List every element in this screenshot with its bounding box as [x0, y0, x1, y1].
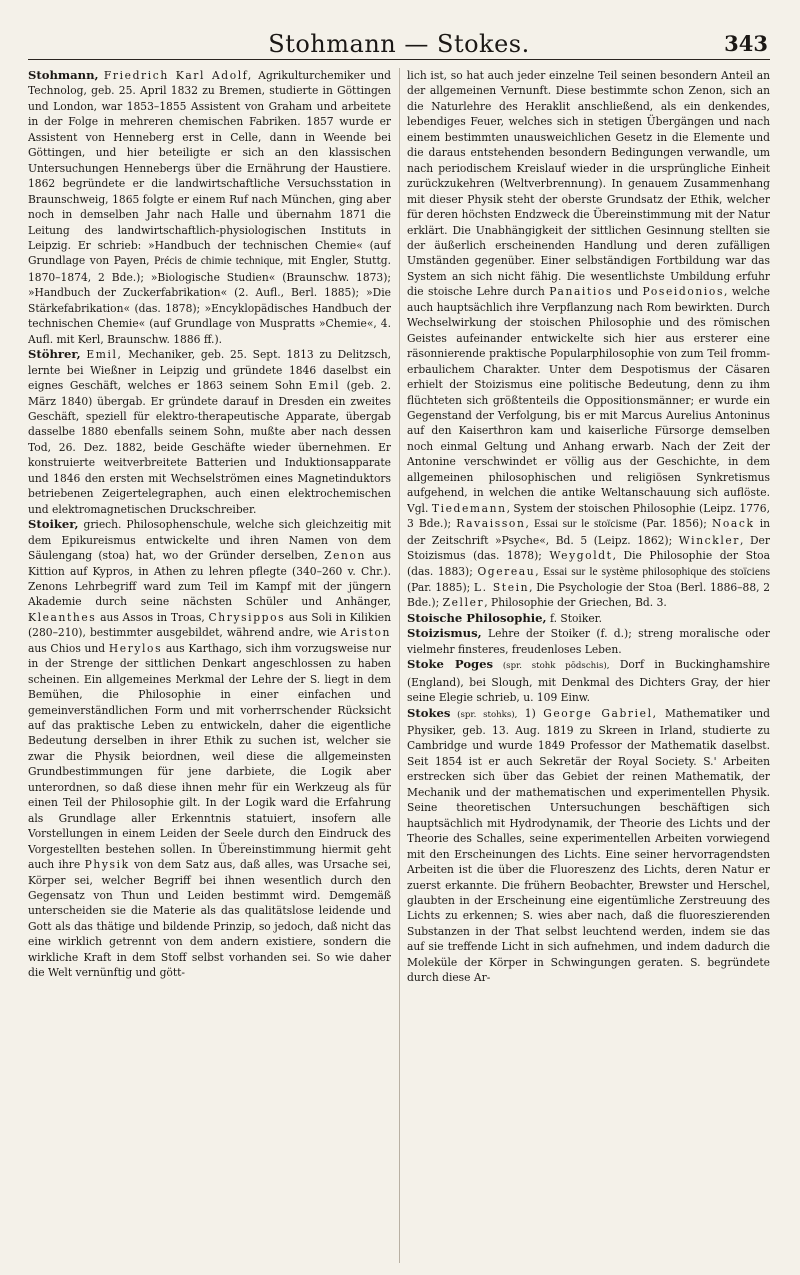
latin-title: Précis de chimie technique — [154, 255, 281, 268]
entry-text: , welche auch hauptsächlich ihre Verpflanzung nach Rom bewirkten. Durch Wechselwirkung der stoischen Philosophie und des römischen Geistes aufeinander entwickelte sich hier aus ersterer eine räsonnierende praktische Popularphilosophie von zum Teil fromm-erbaulichem Charakter. Unter dem Despotismus der Cäsaren erhielt der Stoizismus eine politische Bedeutung, denn zu ihm flüchteten sich größtenteils die Oppositionsmänner; er wurde ein Gegenstand der Verfolgung, bis er mit Marcus Aurelius Antoninus auf den Kaiserthron kam und kaiserliche Fürsorge demselben noch einmal Geltung und Anhang erwarb. Nach der Zeit der Antonine verschwindet er völlig aus der Geschichte, in dem allgemeinen philosophischen und religiösen Synkretismus aufgehend, in welchen die antike Weltanschauung sich auflöste. Vgl. — [407, 285, 770, 515]
person-name: Poseidonios — [642, 285, 725, 299]
entry-text: Dorf in Buckinghamshire (England), bei Slough, mit Denkmal des Dichters Gray, der hier seine Elegie schrieb, u. 109 Einw. — [407, 658, 770, 705]
headword: Stokes — [407, 705, 451, 720]
entry-text: aus Soli in Kilikien (280–210), bestimmter ausgebildet, während andre, wie — [28, 610, 391, 640]
entry-stohmann — [28, 68, 391, 347]
entry-text: von dem Satz aus, daß alles, was Ursache sei, Körper sei, welcher Begriff bei ihnen wesentlich durch den Gegensatz von Thun und Leiden bestimmt wird. Demgemäß unterscheiden sie die Materie als das qualitätslose leidende und Gott als das thätige und bildende Prinzip, so jedoch, daß nicht das eine wirklich getrennt von dem andern existiere, sondern die wirkliche Kraft in dem Stoff selbst vorhanden sei. So wie daher die Welt vernünftig und gött- — [28, 858, 391, 980]
column-divider — [399, 68, 400, 1263]
person-name: Zenon — [324, 549, 367, 563]
entry-text: 1) — [517, 706, 544, 720]
person-name: Zeller — [442, 596, 485, 610]
entry-text: , Die Philosophie der Stoa (das. 1883); — [407, 549, 770, 578]
person-name: Ravaisson — [456, 517, 526, 531]
person-name: Emil, — [86, 348, 123, 362]
person-name: Panaitios — [549, 285, 613, 299]
entry-text: (Par. 1885); — [407, 580, 474, 594]
entry-text: , — [525, 517, 534, 531]
entry-text: , System der stoischen Philosophie (Leipz. 1776, 3 Bde.); — [407, 501, 770, 531]
headword: Stoiker, — [28, 517, 79, 532]
headword: Stoizismus, — [407, 626, 482, 641]
entry-stoizismus — [407, 626, 770, 657]
pronunciation: (spr. stohks), — [450, 709, 518, 720]
entry-text: f. Stoiker. — [546, 611, 602, 625]
entry-text: , Der Stoizismus (das. 1878); — [407, 533, 770, 563]
running-title: Stohmann — Stokes. — [268, 30, 530, 58]
person-name: Ogereau — [477, 564, 536, 578]
entry-text: in der Zeitschrift »Psyche«, Bd. 5 (Leipz. 1862); — [407, 517, 770, 547]
latin-title: Essai sur le stoïcisme — [534, 518, 637, 531]
entry-text: Mathematiker und Physiker, geb. 13. Aug. 1819 zu Skreen in Irland, studierte zu Cambridge und wurde 1849 Professor der Mathematik daselbst. Seit 1854 ist er auch Sekretär der Royal Society. S.' Arbeiten erstrecken sich über das Gebiet der reinen Mathematik, der Mechanik und der mathematischen und experimentellen Physik. Seine theoretischen Untersuchungen beschäftigen sich hauptsächlich mit Hydrodynamik, der Theorie des Lichts und der Theorie des Schalles, seine experimentellen Arbeiten vorwiegend mit den Erscheinungen des Lichts. Eine seiner hervorragendsten Arbeiten ist die über die Fluoreszenz des Lichts, deren Natur er zuerst erkannte. Die frühern Beobachter, Brewster und Herschel, glaubten in der Erscheinung eine eigentümliche Zerstreuung des Lichts zu erkennen; S. wies aber nach, daß die fluoreszierenden Substanzen in der That selbst leuchtend werden, indem sie das auf sie treffende Licht in sich aufnehmen, und indem dadurch die Moleküle der Körper in Schwingungen geraten. S. begründete durch diese Ar- — [407, 706, 770, 985]
headword: Stoische Philosophie, — [407, 610, 547, 625]
entry-text: aus Kittion auf Kypros, in Athen zu lehren pflegte (340–260 v. Chr.). Zenons Lehrbegriff ward zum Teil im Kampf mit der jüngern Akademie durch seine nächsten Schüler und Anhänger, — [28, 549, 391, 609]
person-name: Kleanthes — [28, 610, 97, 624]
headword: Stohmann, — [28, 68, 99, 82]
entry-text: , Die Psychologie der Stoa (Berl. 1886–88, 2 Bde.); — [407, 580, 770, 610]
entry-text: griech. Philosophenschule, welche sich gleichzeitig mit dem Epikureismus entwickelte und ihren Namen von dem Säulengang (stoa) hat, wo der Gründer derselben, — [28, 518, 391, 563]
entry-stokes — [407, 706, 770, 986]
person-name: Chrysippos — [208, 610, 286, 624]
entry-text: , mit Engler, Stuttg. 1870–1874, 2 Bde.); »Biologische Studien« (Braunschw. 1873); »Handbuch der Zuckerfabrikation« (2. Aufl., Berl. 1885); »Die Stärkefabrikation« (das. 1878); »Encyklopädisches Handbuch der technischen Chemie« (auf Grundlage von Muspratts »Chemie«, 4. Aufl. mit Kerl, Braunschw. 1886 ff.). — [28, 254, 391, 346]
entry-text: aus Chios und — [28, 641, 109, 655]
person-name: Noack — [711, 517, 755, 531]
entry-text: (Par. 1856); — [636, 517, 712, 531]
text-columns — [28, 68, 770, 1263]
person-name: Herylos — [108, 641, 163, 655]
headword: Stöhrer, — [28, 347, 81, 362]
entry-text: (geb. 2. März 1840) übergab. Er gründete darauf in Dresden ein zweites Geschäft, speziell für elektro-therapeutische Apparate, übergab dasselbe 1880 ebenfalls seinem Sohn, mußte aber nach dessen Tod, 26. Dez. 1882, beide Geschäfte wieder übernehmen. Er konstruierte weitverbreitete Batterien und Induktionsapparate und 1846 den ersten mit Wechselströmen eines Magnetinduktors betriebenen Zeigertelegraphen, auch einen elektrochemischen und elektromagnetischen Druckschreiber. — [28, 379, 391, 516]
person-name: Friedrich Karl Adolf, — [103, 69, 253, 82]
entry-stoehrer — [28, 347, 391, 517]
person-name: Winckler — [678, 533, 740, 547]
entry-text: Agrikulturchemiker und Technolog, geb. 25. April 1832 zu Bremen, studierte in Göttingen und London, war 1853–1855 Assistent von Graham und arbeitete in der Folge in mehreren chemischen Fabriken. 1857 wurde er Assistent von Henneberg erst in Celle, dann in Weende bei Göttingen, und hier beteiligte er sich an den klassischen Untersuchungen Hennebergs über die Ernährung der Haustiere. 1862 begründete er die landwirtschaftliche Versuchsstation in Braunschweig, 1865 folgte er einem Ruf nach München, ging aber noch in demselben Jahr nach Halle und übernahm 1871 die Leitung des landwirtschaftlich-physiologischen Instituts in Leipzig. Er schrieb: »Handbuch der technischen Chemie« (auf Grundlage von Payen, — [28, 69, 391, 268]
entry-text: , — [535, 564, 544, 578]
page-header — [28, 30, 770, 60]
entry-text: aus Karthago, sich ihm vorzugsweise nur in der Strenge der sittlichen Denkart angeschlossen zu haben scheinen. Ein allgemeines Merkmal der Lehre der S. liegt in dem Bemühen, die Philosophie in einer einfachen und gemeinverständlichen Form und mit vorherrschender Rücksicht auf das praktische Leben zu entwickeln, daher die eigentliche Bedeutung derselben in ihrer Ethik zu suchen ist, welcher sie zwar die Physik beiordnen, weil diese die allgemeinsten Grundbestimmungen für jene darbiete, die Logik aber unterordnen, so daß diese ihnen mehr für ein Werkzeug als für einen Teil der Philosophie gilt. In der Logik ward die Erfahrung als Grundlage aller Erkenntnis statuiert, insofern alle Vorstellungen in einem Leiden der Seele durch den Eindruck des Vorgestellten bestehen sollen. In Übereinstimmung hiermit geht auch ihre — [28, 641, 391, 872]
person-name: Tiedemann — [431, 501, 507, 515]
person-name: Ariston — [340, 626, 391, 640]
person-name: Emil — [308, 379, 341, 393]
entry-text: und — [612, 285, 643, 299]
entry-text: lich ist, so hat auch jeder einzelne Teil seinen besondern Anteil an der allgemeinen Vernunft. Diese bestimmte schon Zenon, sich an die Naturlehre des Heraklit anschließend, als ein denkendes, lebendiges Feuer, welches sich in stetigen Übergängen und nach einem bestimmten unausweichlichen Gesetz in die Elemente und die daraus entstehenden besondern Bedingungen verwandle, um nach periodischem Kreislauf wieder in die ursprüngliche Einheit zurückzukehren (Weltverbrennung). In genauem Zusammenhang mit dieser Physik steht der oberste Grundsatz der Ethik, welcher für deren höchsten Endzweck die Übereinstimmung mit der Natur erklärt. Die Unabhängigkeit der sittlichen Gesinnung stellten sie der äußerlich erscheinenden Handlung und deren zufälligen Umständen gegenüber. Einer selbständigen Fortbildung war das System an sich nicht fähig. Die wesentlichste Umbildung erfuhr die stoische Lehre durch — [407, 69, 770, 299]
page-number: 343 — [724, 31, 768, 56]
left-column — [28, 68, 391, 1263]
emphasis: Physik — [84, 858, 130, 872]
person-name: L. Stein — [473, 580, 530, 594]
right-column — [407, 68, 770, 1263]
pronunciation: (spr. stohk pōdschis), — [493, 661, 610, 672]
entry-stoke-poges — [407, 657, 770, 705]
latin-title: Essai sur le système philosophique des stoïciens — [543, 565, 770, 578]
entry-text: Lehre der Stoiker (f. d.); streng moralische oder vielmehr finsteres, freudenloses Leben. — [407, 627, 770, 656]
person-name: George Gabriel, — [543, 706, 658, 720]
entry-stoiker — [28, 517, 391, 981]
entry-text: Mechaniker, geb. 25. Sept. 1813 zu Delitzsch, lernte bei Wießner in Leipzig und gründete 1846 daselbst ein eignes Geschäft, welches er 1863 seinem Sohn — [28, 348, 391, 393]
entry-text: aus Assos in Troas, — [96, 610, 209, 624]
headword: Stoke Poges — [407, 657, 494, 672]
entry-stoiker-continued — [407, 68, 770, 611]
person-name: Weygoldt — [549, 549, 613, 563]
entry-text: , Philosophie der Griechen, Bd. 3. — [484, 596, 667, 610]
entry-stoische-philosophie — [407, 611, 770, 626]
